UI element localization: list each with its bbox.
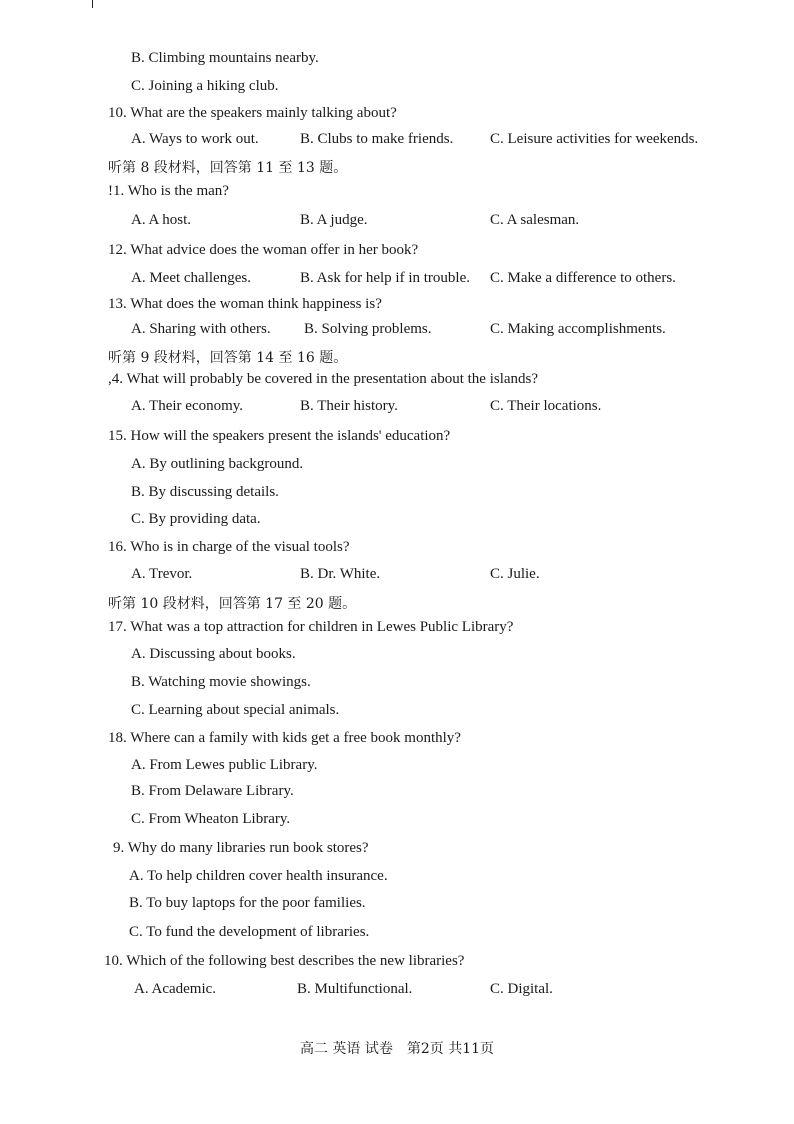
option-16a: A. Trevor. xyxy=(131,566,193,582)
option-17a: A. Discussing about books. xyxy=(131,646,296,662)
option-20a: A. Academic. xyxy=(134,981,217,997)
option-12c: C. Make a difference to others. xyxy=(490,270,676,286)
question-20: 10. Which of the following best describes the new libraries? xyxy=(104,953,465,969)
question-11: !1. Who is the man? xyxy=(108,183,229,199)
option-17b: B. Watching movie showings. xyxy=(131,674,311,690)
question-14: ,4. What will probably be covered in the presentation about the islands? xyxy=(108,371,539,387)
section-heading-10: 听第 10 段材料，回答第 17 至 20 题。 xyxy=(108,596,357,612)
option-14b: B. Their history. xyxy=(300,398,398,414)
option-20c: C. Digital. xyxy=(490,981,553,997)
option-16b: B. Dr. White. xyxy=(300,566,381,582)
option-11c: C. A salesman. xyxy=(490,212,580,228)
option-19c: C. To fund the development of libraries. xyxy=(129,924,370,940)
option-15c: C. By providing data. xyxy=(131,511,261,527)
option-19b: B. To buy laptops for the poor families. xyxy=(129,895,366,911)
question-10: 10. What are the speakers mainly talking about? xyxy=(108,105,397,121)
option-13b: B. Solving problems. xyxy=(304,321,432,337)
section-heading-8: 听第 8 段材料，回答第 11 至 13 题。 xyxy=(108,160,348,176)
option-10b: B. Clubs to make friends. xyxy=(300,131,454,147)
option-18a: A. From Lewes public Library. xyxy=(131,757,318,773)
option-20b: B. Multifunctional. xyxy=(297,981,413,997)
option-18b: B. From Delaware Library. xyxy=(131,783,294,799)
option-11b: B. A judge. xyxy=(300,212,368,228)
option-19a: A. To help children cover health insurance. xyxy=(129,868,388,884)
option-9b: B. Climbing mountains nearby. xyxy=(131,50,319,66)
question-12: 12. What advice does the woman offer in her book? xyxy=(108,242,419,258)
option-12a: A. Meet challenges. xyxy=(131,270,251,286)
question-18: 18. Where can a family with kids get a free book monthly? xyxy=(108,730,461,746)
option-9c: C. Joining a hiking club. xyxy=(131,78,279,94)
option-15b: B. By discussing details. xyxy=(131,484,279,500)
option-14c: C. Their locations. xyxy=(490,398,602,414)
question-15: 15. How will the speakers present the islands' education? xyxy=(108,428,451,444)
option-16c: C. Julie. xyxy=(490,566,540,582)
option-12b: B. Ask for help if in trouble. xyxy=(300,270,470,286)
question-19: 9. Why do many libraries run book stores? xyxy=(113,840,369,856)
option-13a: A. Sharing with others. xyxy=(131,321,271,337)
page-footer: 高二 英语 试卷 第2页 共11页 xyxy=(299,1041,495,1057)
option-18c: C. From Wheaton Library. xyxy=(131,811,291,827)
option-14a: A. Their economy. xyxy=(131,398,244,414)
section-heading-9: 听第 9 段材料，回答第 14 至 16 题。 xyxy=(108,350,348,366)
question-17: 17. What was a top attraction for children in Lewes Public Library? xyxy=(108,619,514,635)
option-15a: A. By outlining background. xyxy=(131,456,304,472)
question-16: 16. Who is in charge of the visual tools? xyxy=(108,539,350,555)
option-10a: A. Ways to work out. xyxy=(131,131,259,147)
edge-mark xyxy=(92,0,93,8)
option-13c: C. Making accomplishments. xyxy=(490,321,666,337)
option-10c: C. Leisure activities for weekends. xyxy=(490,131,699,147)
option-11a: A. A host. xyxy=(131,212,192,228)
question-13: 13. What does the woman think happiness is? xyxy=(108,296,382,312)
option-17c: C. Learning about special animals. xyxy=(131,702,340,718)
